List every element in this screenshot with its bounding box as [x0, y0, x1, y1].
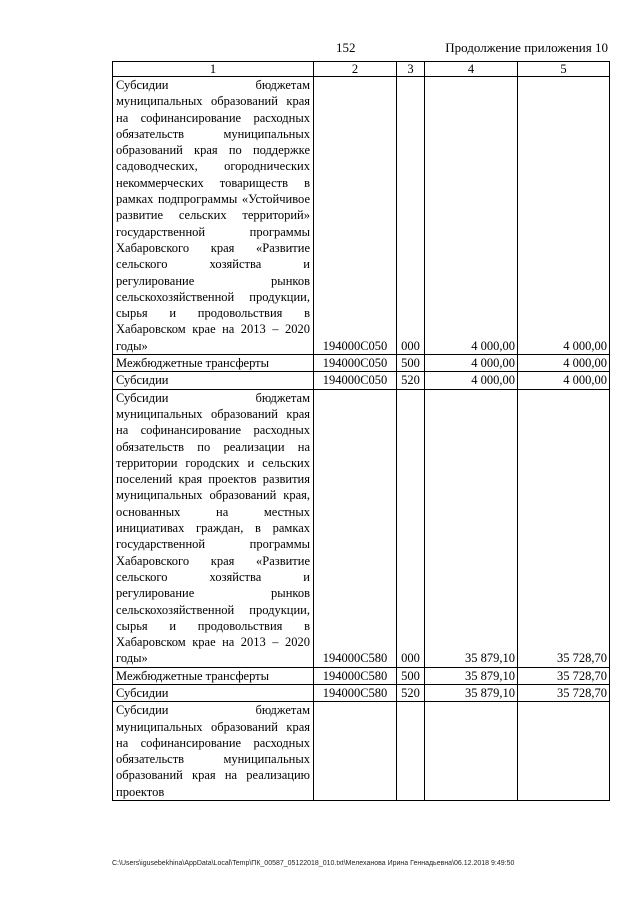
continuation-label: Продолжение приложения 10	[445, 40, 608, 55]
column-header: 1	[113, 62, 314, 77]
code-cell	[314, 702, 397, 801]
value2-cell: 35 728,70	[518, 389, 610, 667]
table-row	[113, 684, 610, 701]
table-row	[113, 702, 610, 801]
row-name-cell: Субсидии бюджетам муниципальных образований края на софинансирование расходных обязательств по реализации на территории городских и сельских поселений края проектов развития муниципальных образований края, основанных на местных инициативах граждан, в рамках государственной программы Хабаровского края «Развитие сельского хозяйства и регулирование рынков сельскохозяйственной продукции, сырья и продовольствия в Хабаровском крае на 2013 – 2020 годы»	[113, 389, 314, 667]
value2-cell: 35 728,70	[518, 667, 610, 684]
type-cell: 520	[397, 372, 425, 389]
code-cell: 194000С050	[314, 77, 397, 355]
table-row	[113, 355, 610, 372]
table-header-row	[113, 62, 610, 77]
column-header: 4	[425, 62, 518, 77]
value1-cell: 35 879,10	[425, 684, 518, 701]
value1-cell: 35 879,10	[425, 389, 518, 667]
column-header: 5	[518, 62, 610, 77]
table-row	[113, 372, 610, 389]
column-header: 2	[314, 62, 397, 77]
type-cell: 000	[397, 389, 425, 667]
type-cell: 000	[397, 77, 425, 355]
code-cell: 194000С580	[314, 389, 397, 667]
value2-cell	[518, 702, 610, 801]
value2-cell: 35 728,70	[518, 684, 610, 701]
page-number: 152	[336, 40, 356, 55]
table-row	[113, 77, 610, 355]
code-cell: 194000С580	[314, 684, 397, 701]
row-name-cell: Субсидии	[113, 684, 314, 701]
row-name-cell: Межбюджетные трансферты	[113, 355, 314, 372]
column-header: 3	[397, 62, 425, 77]
value1-cell: 4 000,00	[425, 372, 518, 389]
row-name-cell: Межбюджетные трансферты	[113, 667, 314, 684]
value1-cell: 4 000,00	[425, 77, 518, 355]
type-cell	[397, 702, 425, 801]
value2-cell: 4 000,00	[518, 77, 610, 355]
budget-table	[112, 61, 610, 801]
value1-cell: 35 879,10	[425, 667, 518, 684]
value1-cell	[425, 702, 518, 801]
code-cell: 194000С050	[314, 355, 397, 372]
file-path-footer: C:\Users\igusebekhina\AppData\Local\Temp\ПК_00587_05122018_010.txt\Мелеханова Ирина Геннадьевна\06.12.2018 9:49:50	[112, 860, 515, 867]
code-cell: 194000С050	[314, 372, 397, 389]
row-name-cell: Субсидии бюджетам муниципальных образований края на софинансирование расходных обязательств муниципальных образований края на реализацию проектов	[113, 702, 314, 801]
type-cell: 500	[397, 355, 425, 372]
type-cell: 500	[397, 667, 425, 684]
value2-cell: 4 000,00	[518, 355, 610, 372]
table-row	[113, 667, 610, 684]
row-name-cell: Субсидии бюджетам муниципальных образований края на софинансирование расходных обязательств муниципальных образований края по поддержке садоводческих, огороднических некоммерческих товариществ в рамках подпрограммы «Устойчивое развитие сельских территорий» государственной программы Хабаровского края «Развитие сельского хозяйства и регулирование рынков сельскохозяйственной продукции, сырья и продовольствия в Хабаровском крае на 2013 – 2020 годы»	[113, 77, 314, 355]
type-cell: 520	[397, 684, 425, 701]
row-name-cell: Субсидии	[113, 372, 314, 389]
code-cell: 194000С580	[314, 667, 397, 684]
value1-cell: 4 000,00	[425, 355, 518, 372]
table-row	[113, 389, 610, 667]
value2-cell: 4 000,00	[518, 372, 610, 389]
